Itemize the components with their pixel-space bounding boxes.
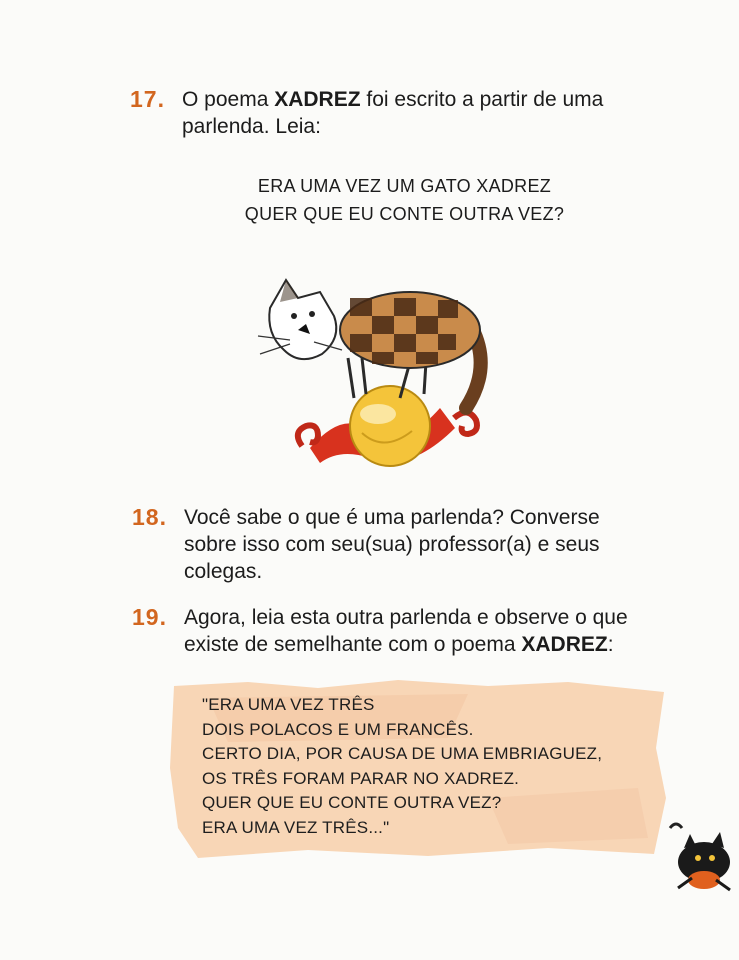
verse-line: ERA UMA VEZ UM GATO XADREZ (257, 176, 552, 196)
question-text (184, 604, 628, 658)
question-text (184, 504, 600, 585)
verse-line: DOIS POLACOS E UM FRANCÊS. (202, 719, 474, 739)
checkered-cat-on-ball-icon (250, 258, 490, 478)
verse-line: "ERA UMA VEZ TRÊS (202, 695, 375, 714)
text-line: Você sabe o que é uma parlenda? Converse (184, 506, 600, 529)
verse-parlenda-1 (0, 172, 739, 228)
bold-title: XADREZ (521, 633, 608, 656)
text-span: : (607, 633, 614, 656)
text-span: foi escrito a partir de uma (360, 88, 604, 111)
text-line: Agora, leia esta outra parlenda e observe o que (184, 606, 628, 629)
text-span: existe de semelhante com o poema (184, 633, 522, 656)
text-line: colegas. (184, 560, 263, 583)
verse-line: ERA UMA VEZ TRÊS..." (202, 817, 390, 837)
verse-line: OS TRÊS FORAM PARAR NO XADREZ. (202, 768, 520, 788)
question-number: 19. (132, 604, 167, 630)
text-line: parlenda. Leia: (182, 115, 321, 138)
verse-line: CERTO DIA, POR CAUSA DE UMA EMBRIAGUEZ, (202, 744, 603, 764)
bold-title: XADREZ (274, 88, 361, 111)
question-text (182, 86, 603, 140)
question-number: 18. (132, 504, 167, 530)
verse-line: QUER QUE EU CONTE OUTRA VEZ? (244, 204, 565, 224)
black-cat-mascot-icon (664, 818, 736, 898)
text-span: O poema (182, 88, 275, 111)
verse-parlenda-2 (202, 693, 602, 841)
question-number: 17. (130, 86, 165, 112)
verse-line: QUER QUE EU CONTE OUTRA VEZ? (202, 793, 502, 813)
text-line: sobre isso com seu(sua) professor(a) e seus (184, 533, 600, 556)
